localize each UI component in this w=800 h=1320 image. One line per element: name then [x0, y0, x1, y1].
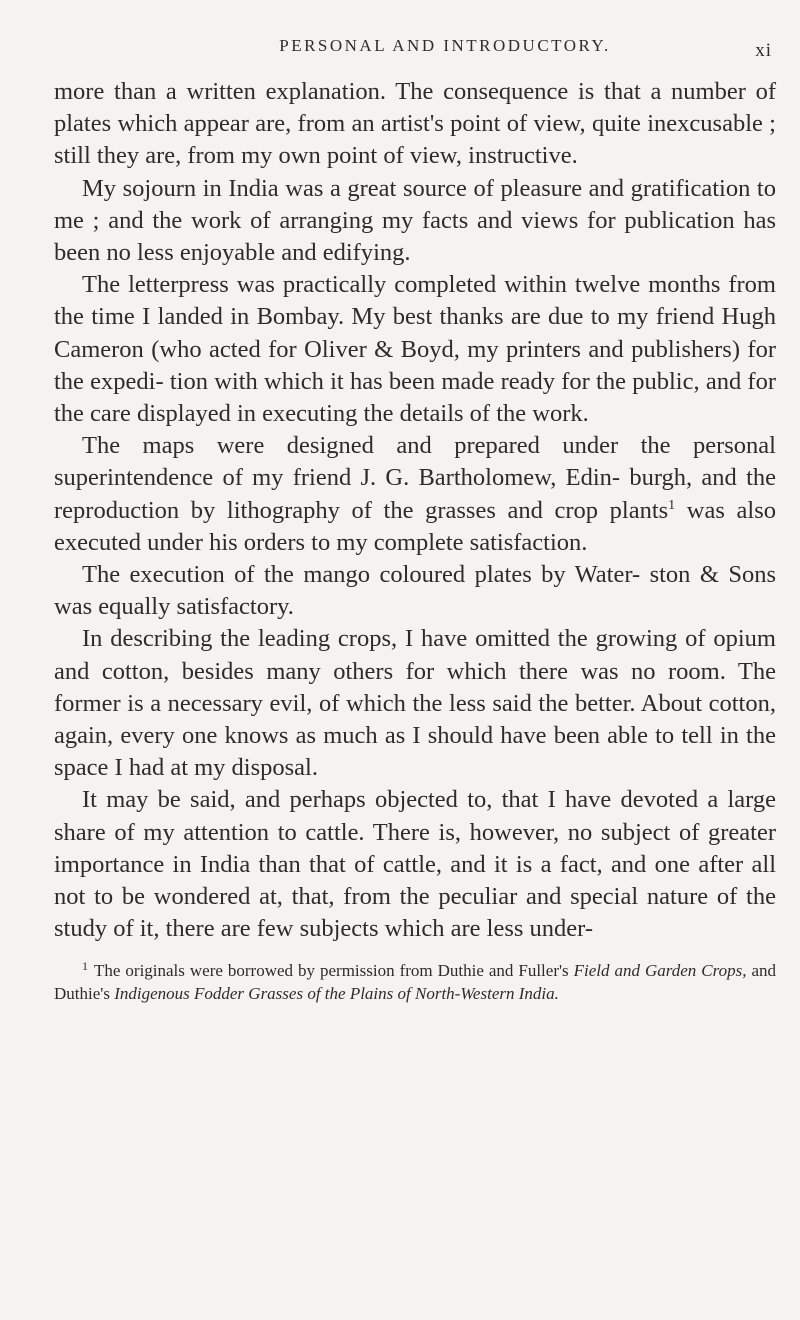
running-head — [54, 0, 776, 61]
footnote-text: and Duthie's — [54, 961, 776, 1004]
paragraph: In describing the leading crops, I have omitted the growing of opium and cotton, besides many others for which there was no room. The former is a necessary evil, of which the less said the better. About cotton, again, every one knows as much as I should have been able to tell in the space I had at my disposal. — [54, 625, 776, 782]
footnote-title: Field and Garden Crops, — [573, 961, 747, 981]
footnote-text: The originals were borrowed by permission from Duthie and Fuller's — [94, 961, 574, 981]
paragraph-text: was also executed under his orders to my complete satisfaction. — [54, 496, 776, 556]
running-head-title: PERSONAL AND INTRODUCTORY. — [279, 36, 611, 55]
paragraph — [54, 430, 776, 559]
footnote-title: Indigenous Fodder Grasses of the Plains of North-Western India. — [114, 984, 559, 1004]
footnote-number: 1 — [82, 958, 88, 973]
paragraph-text: The maps were designed and prepared under the personal superintendence of my friend J. G. Bartholomew, Edin- burgh, and the reproduction by lithography of the grasses and crop plants — [54, 432, 776, 524]
footnote — [54, 959, 776, 1005]
paragraph: It may be said, and perhaps objected to, that I have devoted a large share of my attention to cattle. There is, however, no subject of greater importance in India than that of cattle, and it is a fact, and one after all not to be wondered at, that, from the peculiar and special nature of the study of it, there are few subjects which are less under- — [54, 786, 776, 943]
page-number: xi — [755, 40, 772, 61]
footnote-reference: 1 — [668, 497, 676, 513]
paragraph: more than a written explanation. The consequence is that a number of plates which appear are, from an artist's point of view, quite inexcusable ; still they are, from my own point of view, instructive. — [54, 78, 776, 170]
paragraph: The letterpress was practically completed within twelve months from the time I landed in Bombay. My best thanks are due to my friend Hugh Cameron (who acted for Oliver & Boyd, my printers and publishers) for the expedi- tion with which it has been made ready for the public, and for the care displayed in executing the details of the work. — [54, 271, 776, 428]
body-text — [54, 76, 776, 945]
paragraph: My sojourn in India was a great source of pleasure and gratification to me ; and the work of arranging my facts and views for publication has been no less enjoyable and edifying. — [54, 174, 776, 267]
paragraph: The execution of the mango coloured plates by Water- ston & Sons was equally satisfactory. — [54, 561, 776, 621]
